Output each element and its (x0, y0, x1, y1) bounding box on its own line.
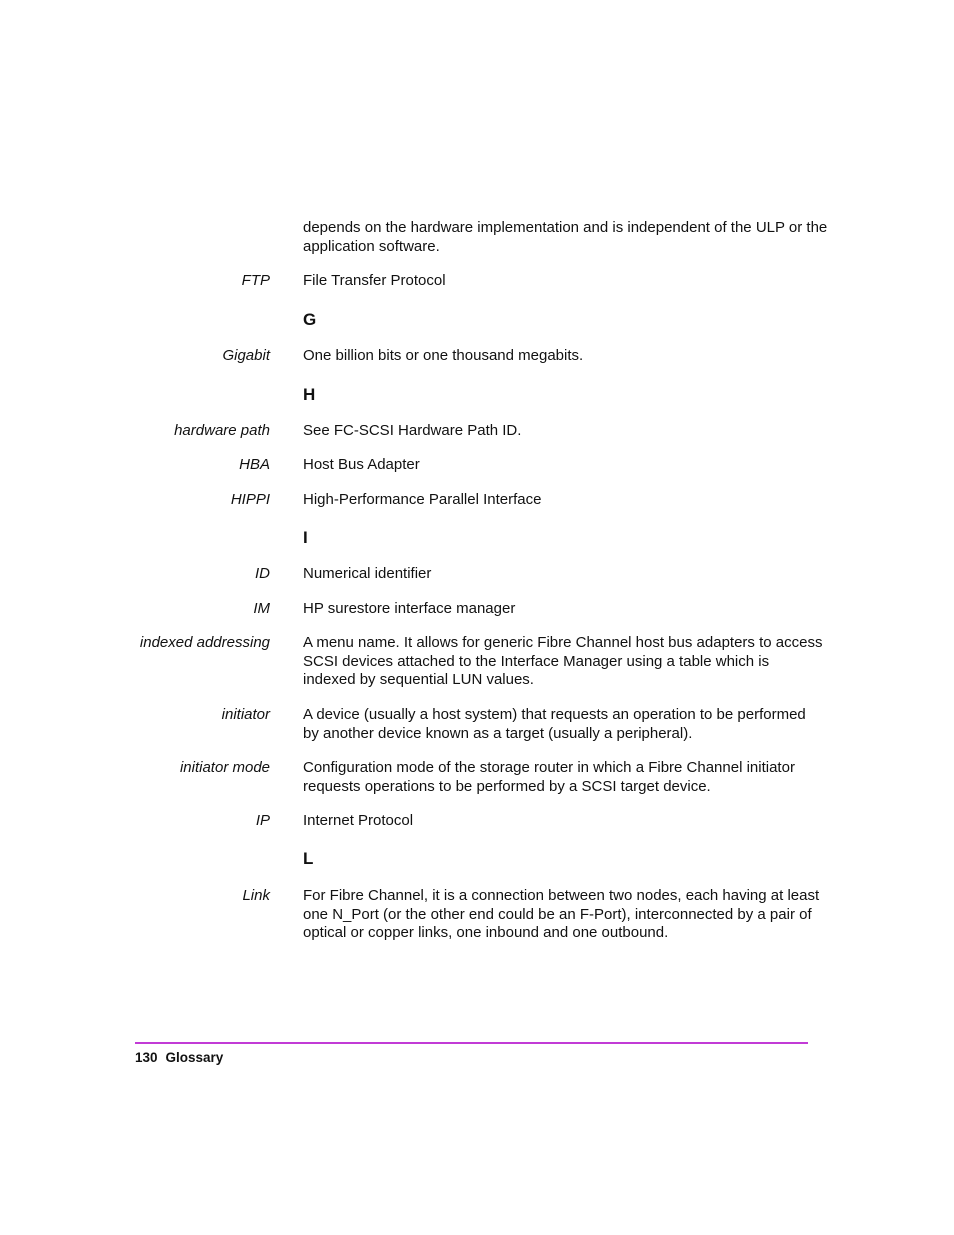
glossary-definition: For Fibre Channel, it is a connection between two nodes, each having at least one N_Port (or the other end could be an F-Port), interconnected by a pair of optical or copper links, one inbound and one outbound. (303, 887, 820, 941)
glossary-definition: Internet Protocol (303, 812, 414, 829)
page-number: 130 (135, 1050, 158, 1065)
glossary-definition: See FC-SCSI Hardware Path ID. (303, 422, 522, 439)
glossary-term: IM (253, 600, 270, 617)
glossary-definition: A menu name. It allows for generic Fibre Channel host bus adapters to access SCSI devices attached to the Interface Manager using a table which is indexed by sequential LUN values. (303, 634, 823, 688)
glossary-definition: HP surestore interface manager (303, 600, 516, 617)
section-letter-h: H (303, 385, 316, 404)
glossary-term: HBA (239, 456, 270, 473)
glossary-term: initiator (221, 706, 270, 723)
section-letter-i: I (303, 528, 308, 547)
footer-section-title: Glossary (165, 1050, 224, 1065)
glossary-term: HIPPI (230, 491, 270, 508)
footer-rule (135, 1042, 808, 1044)
glossary-term: Gigabit (222, 347, 270, 364)
glossary-definition: Numerical identifier (303, 565, 432, 582)
glossary-definition: High-Performance Parallel Interface (303, 491, 542, 508)
glossary-term: hardware path (174, 422, 270, 439)
glossary-term: IP (255, 812, 270, 829)
section-letter-l: L (303, 849, 314, 868)
glossary-term: initiator mode (179, 759, 270, 776)
glossary-definition: One billion bits or one thousand megabits. (303, 347, 584, 364)
glossary-term: FTP (241, 272, 270, 289)
definition-text: depends on the hardware implementation and is independent of the ULP or the application software. (303, 219, 828, 255)
glossary-definition: A device (usually a host system) that requests an operation to be performed by another device known as a target (usually a peripheral). (303, 706, 806, 742)
glossary-term: ID (255, 565, 270, 582)
glossary-definition: Configuration mode of the storage router in which a Fibre Channel initiator requests operations to be performed by a SCSI target device. (303, 759, 795, 795)
glossary-definition: File Transfer Protocol (303, 272, 446, 289)
glossary-definition: Host Bus Adapter (303, 456, 420, 473)
glossary-term: Link (242, 887, 270, 904)
section-letter-g: G (303, 310, 317, 329)
glossary-term: indexed addressing (139, 634, 270, 651)
page-footer (135, 1049, 223, 1067)
